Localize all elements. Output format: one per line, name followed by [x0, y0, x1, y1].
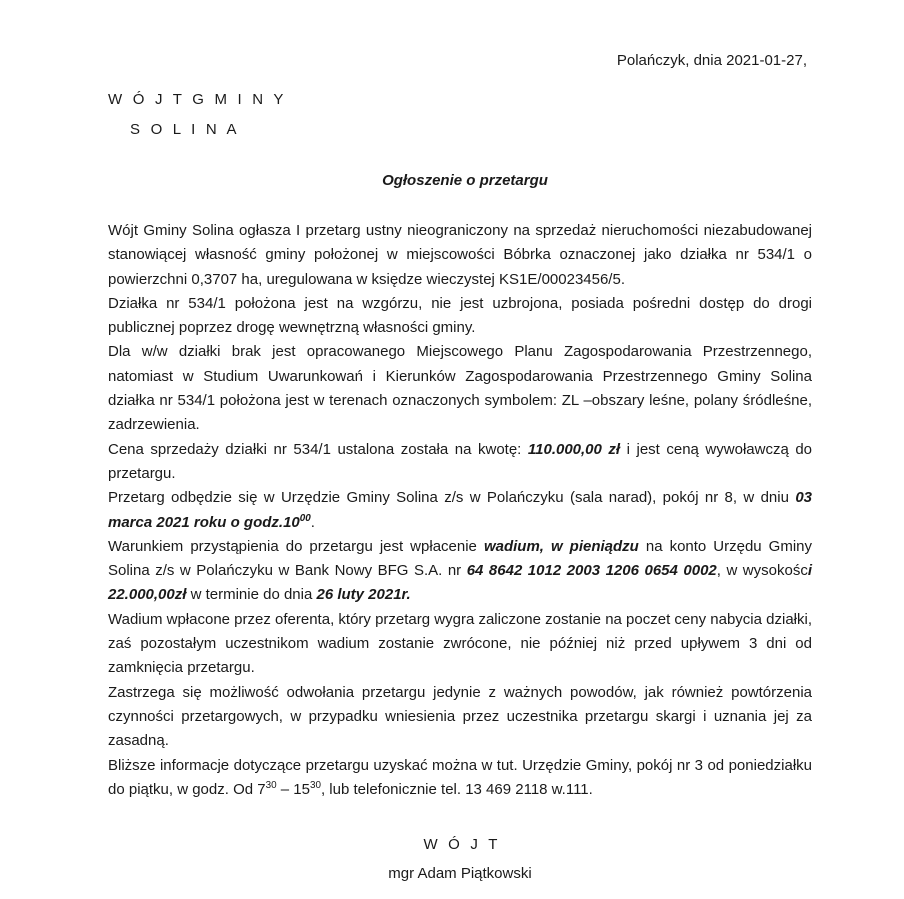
paragraph-zoning-plan: Dla w/w działki brak jest opracowanego Miejscowego Planu Zagospodarowania Przestrzennego, natomiast w Studium Uwarunkowań i Kierunków Zagospodarowania Przestrzennego Gminy Solina działka nr 534/1 położona jest w terenach oznaczonych symbolem: ZL –obszary leśne, polany śródleśne, zadrzewienia. — [108, 343, 812, 434]
deposit-keyword: wadium, w pieniądzu — [483, 537, 639, 555]
issuer-header — [108, 91, 812, 138]
issuer-header-line-2: S O L I N A — [130, 121, 240, 138]
contact-text-2: – 15 — [276, 780, 310, 798]
contact-text-3: , lub telefonicznie tel. 13 469 2118 w.111. — [320, 780, 593, 798]
price-amount: 110.000,00 zł — [527, 440, 621, 458]
paragraph-cancellation-clause: Zastrzega się możliwość odwołania przetargu jedynie z ważnych powodów, jak również powtórzenia czynności przetargowych, w przypadku wniesienia przez uczestnika przetargu skargi i uznania jej za zasadną. — [108, 683, 812, 750]
auction-datetime-period: . — [310, 513, 315, 531]
deposit-text-2: na konto Urzędu Gminy Solina z/s w Polańczyku w Bank Nowy BFG S.A. nr — [108, 537, 812, 580]
office-hours-end-minutes: 30 — [309, 779, 321, 791]
deposit-deadline: 26 luty 2021r. — [316, 586, 411, 604]
signature-title: W Ó J T — [423, 836, 501, 854]
issuer-header-line-1: W Ó J T G M I N Y — [108, 91, 287, 108]
place-and-date: Polańczyk, dnia 2021-01-27, — [616, 52, 807, 69]
paragraph-price — [108, 438, 812, 487]
price-text-after: i jest ceną wywoławczą do przetargu. — [108, 440, 813, 482]
auction-datetime-text: 03 marca 2021 roku o godz.10 — [108, 489, 812, 531]
office-hours-start-minutes: 30 — [265, 779, 277, 791]
deposit-bank-account: 64 8642 1012 2003 1206 0654 0002 — [466, 562, 717, 580]
paragraph-plot-location: Działka nr 534/1 położona jest na wzgórzu, nie jest uzbrojona, posiada pośredni dostęp do drogi publicznej poprzez drogę wewnętrzną własności gminy. — [108, 294, 812, 337]
auction-place-text: Przetarg odbędzie się w Urzędzie Gminy Solina z/s w Polańczyku (sala narad), pokój nr 8, w dniu — [108, 489, 789, 507]
deposit-amount: i 22.000,00zł — [108, 562, 812, 604]
deposit-text-3: , w wysokośc — [716, 562, 808, 580]
paragraph-contact-info — [108, 754, 812, 803]
paragraph-deposit — [108, 535, 812, 608]
paragraph-property-description: Wójt Gminy Solina ogłasza I przetarg ustny nieograniczony na sprzedaż nieruchomości niezabudowanej stanowiącej własność gminy położonej w miejscowości Bóbrka oznaczonej jako działka nr 534/1 o powierzchni 0,3707 ha, uregulowana w księdze wieczystej KS1E/00023456/5. — [108, 222, 812, 288]
contact-text-1: Bliższe informacje dotyczące przetargu uzyskać można w tut. Urzędzie Gminy, pokój nr 3 od poniedziałku do piątku, w godz. Od 7 — [108, 756, 812, 798]
deposit-text-4: w terminie do dnia — [190, 586, 313, 604]
paragraph-deposit-return: Wadium wpłacone przez oferenta, który przetarg wygra zaliczone zostanie na poczet ceny nabycia działki, zaś pozostałym uczestnikom wadium zostanie zwrócone, nie później niż przed upływem 3 dni od zamknięcia przetargu. — [108, 610, 812, 677]
deposit-text-1: Warunkiem przystąpienia do przetargu jest wpłacenie — [108, 537, 477, 555]
document-title: Ogłoszenie o przetargu — [382, 172, 548, 189]
price-text-before: Cena sprzedaży działki nr 534/1 ustalona została na kwotę: — [108, 440, 522, 458]
signature-block — [108, 836, 812, 882]
paragraph-auction-place-time — [108, 486, 812, 535]
auction-time-minutes: 00 — [299, 512, 311, 524]
signature-name: mgr Adam Piątkowski — [388, 865, 532, 883]
